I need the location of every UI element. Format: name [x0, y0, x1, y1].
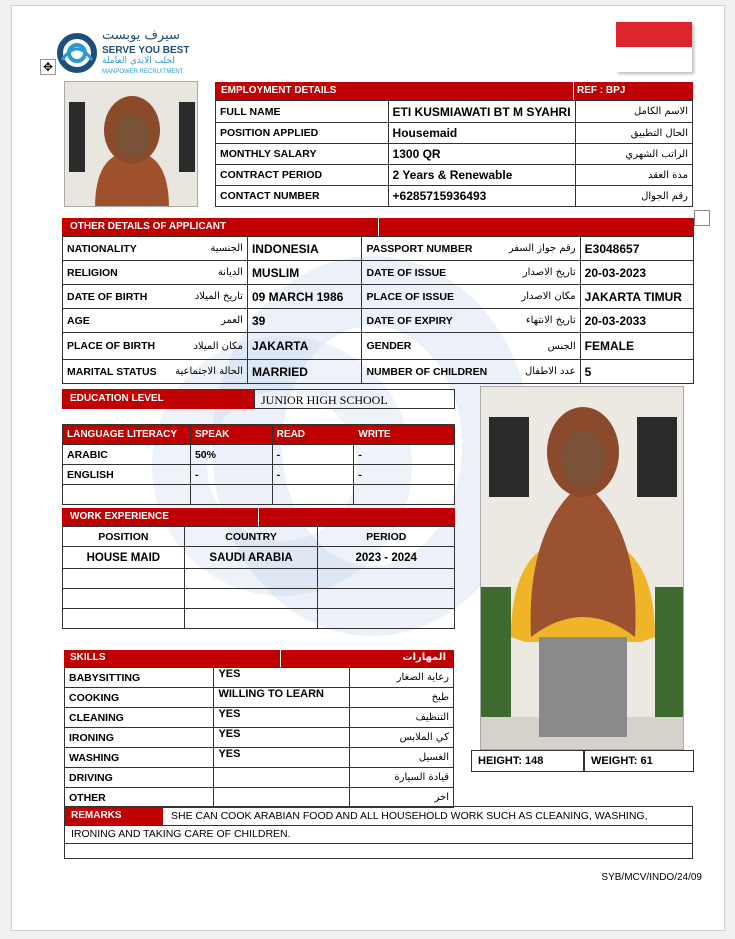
skills-table — [64, 667, 454, 808]
work-cell — [63, 569, 185, 589]
other-details-header: OTHER DETAILS OF APPLICANT — [62, 218, 694, 236]
employment-row — [216, 101, 693, 123]
detail-value-right: JAKARTA TIMUR — [580, 285, 693, 309]
skill-label-arabic: طبخ — [350, 688, 454, 708]
employment-header: EMPLOYMENT DETAILS REF : BPJ — [215, 82, 693, 100]
language-cell: ARABIC — [63, 445, 191, 465]
detail-value-right: 20-03-2033 — [580, 309, 693, 333]
skill-label: BABYSITTING — [65, 668, 214, 688]
skill-label: CLEANING — [65, 708, 214, 728]
skill-label-arabic: كي الملابس — [350, 728, 454, 748]
skill-label-arabic: رعاية الصغار — [350, 668, 454, 688]
logo-mark-icon — [56, 30, 98, 76]
other-details-row — [63, 285, 694, 309]
language-cell: 50% — [190, 445, 272, 465]
skill-value: YES — [214, 668, 350, 688]
skill-value: YES — [214, 708, 350, 728]
brand-arabic-sub: لجلب الايدي العاملة — [102, 56, 175, 66]
detail-value-right: 5 — [580, 360, 693, 384]
language-table — [62, 424, 455, 505]
employment-table — [215, 100, 693, 207]
detail-value: MUSLIM — [247, 261, 362, 285]
footer-code: SYB/MCV/INDO/24/09 — [601, 872, 702, 883]
detail-label-right: DATE OF ISSUE — [362, 261, 491, 285]
brand-sub: MANPOWER RECRUITMENT — [102, 69, 184, 75]
brand-name: SERVE YOU BEST — [102, 45, 190, 56]
work-row — [63, 589, 455, 609]
work-header: WORK EXPERIENCE — [62, 508, 455, 526]
language-cell — [354, 485, 455, 505]
language-cell: - — [272, 445, 354, 465]
employment-label: FULL NAME — [216, 101, 389, 123]
skill-label-arabic: اخر — [350, 788, 454, 808]
skill-row — [65, 748, 454, 768]
work-cell — [184, 569, 318, 589]
skill-row — [65, 788, 454, 808]
work-cell — [63, 589, 185, 609]
language-cell: - — [354, 465, 455, 485]
language-header-cell: LANGUAGE LITERACY — [63, 425, 191, 445]
detail-value: MARRIED — [247, 360, 362, 384]
detail-label-right: PASSPORT NUMBER — [362, 237, 491, 261]
work-column-header: POSITION — [63, 527, 185, 547]
cv-page — [11, 5, 725, 931]
language-row — [63, 485, 455, 505]
work-cell: HOUSE MAID — [63, 547, 185, 569]
detail-label-arabic: الجنسية — [167, 237, 248, 261]
employment-label-arabic: مدة العقد — [575, 165, 692, 186]
indonesia-flag — [616, 22, 692, 72]
detail-label-arabic: مكان الميلاد — [167, 333, 248, 360]
work-header-row — [63, 527, 455, 547]
employment-label: CONTRACT PERIOD — [216, 165, 389, 186]
language-header-cell: SPEAK — [190, 425, 272, 445]
skill-row — [65, 708, 454, 728]
other-details-table — [62, 236, 694, 384]
skill-value: YES — [214, 748, 350, 768]
detail-label: MARITAL STATUS — [63, 360, 167, 384]
employment-row — [216, 123, 693, 144]
detail-label-right-arabic: مكان الاصدار — [491, 285, 580, 309]
work-row — [63, 547, 455, 569]
work-cell — [184, 609, 318, 629]
detail-value-right: E3048657 — [580, 237, 693, 261]
detail-value: 39 — [247, 309, 362, 333]
employment-label-arabic: رقم الجوال — [575, 186, 692, 207]
employment-row — [216, 186, 693, 207]
work-cell — [318, 589, 455, 609]
employment-label-arabic: الاسم الكامل — [575, 101, 692, 123]
detail-label: DATE OF BIRTH — [63, 285, 167, 309]
checkbox-small[interactable] — [694, 210, 710, 226]
other-details-row — [63, 237, 694, 261]
detail-label-arabic: العمر — [167, 309, 248, 333]
detail-label-arabic: الحالة الاجتماعية — [167, 360, 248, 384]
detail-label: PLACE OF BIRTH — [63, 333, 167, 360]
language-cell — [63, 485, 191, 505]
skill-label-arabic: قيادة السيارة — [350, 768, 454, 788]
employment-label: POSITION APPLIED — [216, 123, 389, 144]
work-cell — [318, 569, 455, 589]
employment-row — [216, 165, 693, 186]
skill-label: OTHER — [65, 788, 214, 808]
language-header-cell: WRITE — [354, 425, 455, 445]
detail-label-right: GENDER — [362, 333, 491, 360]
education-label: EDUCATION LEVEL — [62, 389, 254, 409]
company-logo — [56, 28, 196, 80]
detail-label-right: DATE OF EXPIRY — [362, 309, 491, 333]
detail-label: RELIGION — [63, 261, 167, 285]
detail-label-right: NUMBER OF CHILDREN — [362, 360, 491, 384]
language-cell: - — [354, 445, 455, 465]
employment-label-arabic: الحال التطبيق — [575, 123, 692, 144]
detail-value: JAKARTA — [247, 333, 362, 360]
skill-label: IRONING — [65, 728, 214, 748]
work-cell: SAUDI ARABIA — [184, 547, 318, 569]
work-cell — [318, 609, 455, 629]
skill-row — [65, 688, 454, 708]
work-cell: 2023 - 2024 — [318, 547, 455, 569]
language-header-row — [63, 425, 455, 445]
remarks-line-2: IRONING AND TAKING CARE OF CHILDREN. — [71, 828, 291, 840]
language-cell: - — [190, 465, 272, 485]
detail-value: INDONESIA — [247, 237, 362, 261]
employment-label: MONTHLY SALARY — [216, 144, 389, 165]
detail-label-right: PLACE OF ISSUE — [362, 285, 491, 309]
skill-row — [65, 728, 454, 748]
skill-row — [65, 768, 454, 788]
employment-value: Housemaid — [388, 123, 575, 144]
skill-label: WASHING — [65, 748, 214, 768]
detail-label-arabic: الديانة — [167, 261, 248, 285]
applicant-photo-full — [480, 386, 684, 750]
skill-value — [214, 768, 350, 788]
employment-label: CONTACT NUMBER — [216, 186, 389, 207]
language-cell — [272, 485, 354, 505]
remarks-line-1: SHE CAN COOK ARABIAN FOOD AND ALL HOUSEHOLD WORK SUCH AS CLEANING, WASHING, — [171, 810, 648, 822]
education-value: JUNIOR HIGH SCHOOL — [254, 389, 455, 409]
weight-field: WEIGHT: 61 — [584, 750, 694, 772]
other-details-row — [63, 261, 694, 285]
detail-label-right-arabic: تاريخ الاصدار — [491, 261, 580, 285]
skill-value: WILLING TO LEARN — [214, 688, 350, 708]
skill-label-arabic: التنظيف — [350, 708, 454, 728]
detail-label-arabic: تاريخ الميلاد — [167, 285, 248, 309]
skill-value — [214, 788, 350, 808]
language-header-cell: READ — [272, 425, 354, 445]
other-details-row — [63, 309, 694, 333]
work-cell — [63, 609, 185, 629]
other-details-row — [63, 360, 694, 384]
brand-arabic: سيرف يوبست — [102, 28, 180, 43]
remarks-box — [64, 806, 693, 859]
language-cell: ENGLISH — [63, 465, 191, 485]
skills-header: SKILLS المهارات — [64, 650, 454, 667]
detail-label: AGE — [63, 309, 167, 333]
skill-label: COOKING — [65, 688, 214, 708]
skill-label-arabic: الغسيل — [350, 748, 454, 768]
applicant-photo-small — [64, 81, 198, 207]
height-field: HEIGHT: 148 — [471, 750, 584, 772]
employment-value: 1300 QR — [388, 144, 575, 165]
work-table — [62, 526, 455, 629]
language-row — [63, 445, 455, 465]
detail-label-right-arabic: عدد الاطفال — [491, 360, 580, 384]
work-column-header: COUNTRY — [184, 527, 318, 547]
work-cell — [184, 589, 318, 609]
skill-value: YES — [214, 728, 350, 748]
work-row — [63, 569, 455, 589]
detail-label: NATIONALITY — [63, 237, 167, 261]
employment-row — [216, 144, 693, 165]
work-row — [63, 609, 455, 629]
language-cell: - — [272, 465, 354, 485]
work-column-header: PERIOD — [318, 527, 455, 547]
detail-value-right: 20-03-2023 — [580, 261, 693, 285]
detail-value: 09 MARCH 1986 — [247, 285, 362, 309]
detail-label-right-arabic: تاريخ الانتهاء — [491, 309, 580, 333]
remarks-label: REMARKS — [65, 807, 163, 825]
language-cell — [190, 485, 272, 505]
employment-label-arabic: الراتب الشهري — [575, 144, 692, 165]
detail-label-right-arabic: رقم جواز السفر — [491, 237, 580, 261]
other-details-row — [63, 333, 694, 360]
skill-row — [65, 668, 454, 688]
employment-value: 2 Years & Renewable — [388, 165, 575, 186]
detail-value-right: FEMALE — [580, 333, 693, 360]
employment-value: +6285715936493 — [388, 186, 575, 207]
move-handle-icon[interactable]: ✥ — [40, 59, 56, 75]
employment-value: ETI KUSMIAWATI BT M SYAHRI — [388, 101, 575, 123]
skill-label: DRIVING — [65, 768, 214, 788]
detail-label-right-arabic: الجنس — [491, 333, 580, 360]
language-row — [63, 465, 455, 485]
